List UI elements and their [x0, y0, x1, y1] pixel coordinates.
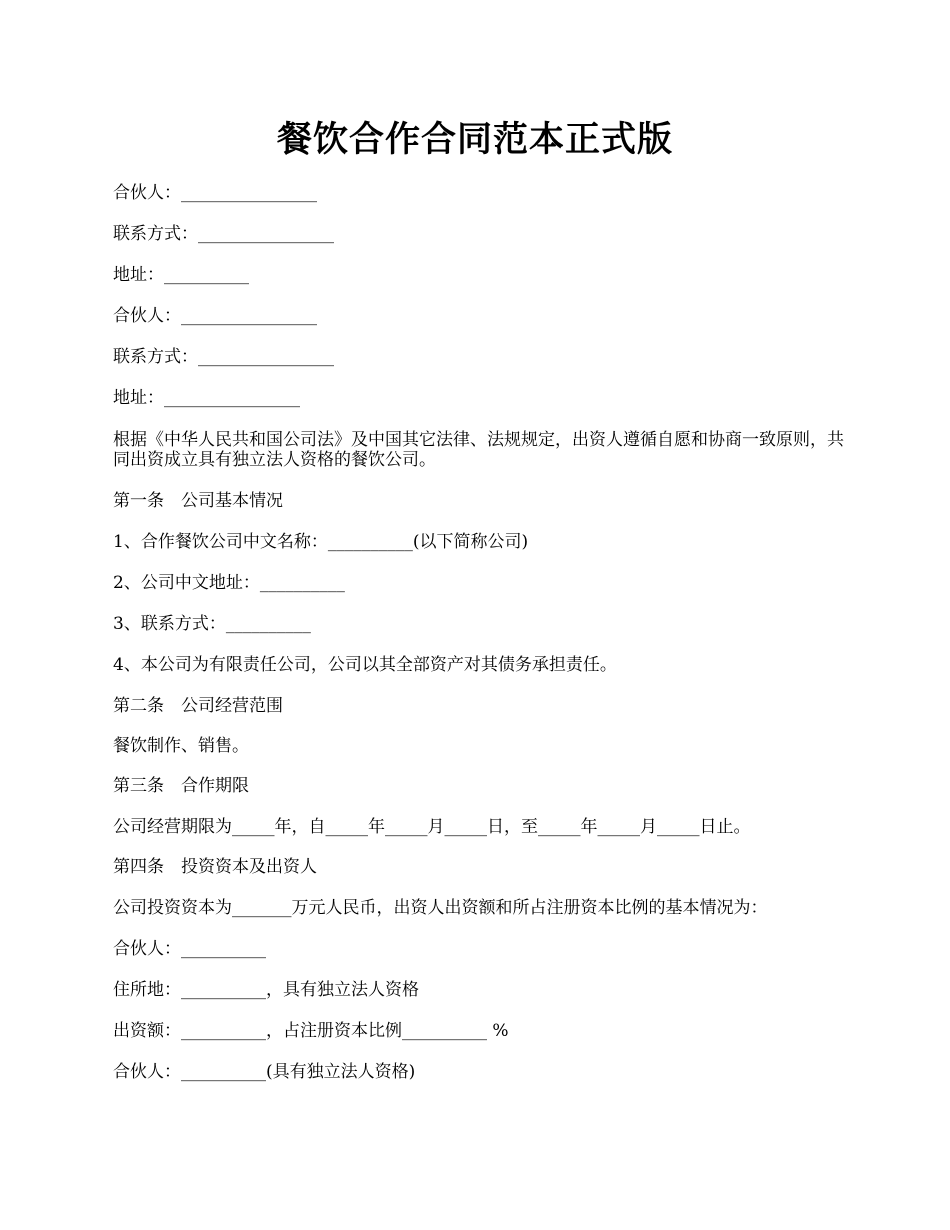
article-heading: 第一条 公司基本情况 — [113, 491, 283, 511]
clause-line: 1、合作餐饮公司中文名称：__________(以下简称公司) — [113, 532, 529, 552]
partner-line: 合伙人：________________ — [113, 306, 317, 326]
partner-line: 合伙人：__________(具有独立法人资格) — [113, 1062, 416, 1082]
clause-line: 3、联系方式：__________ — [113, 614, 311, 634]
address-line: 地址：__________ — [113, 265, 249, 285]
residence-line: 住所地：__________，具有独立法人资格 — [113, 980, 419, 1000]
address-line: 地址：________________ — [113, 388, 300, 408]
clause-line: 公司投资资本为_______万元人民币，出资人出资额和所占注册资本比例的基本情况为： — [113, 898, 768, 918]
article-heading: 第二条 公司经营范围 — [113, 696, 283, 716]
clause-line: 餐饮制作、销售。 — [113, 736, 249, 756]
partner-line: 合伙人：__________ — [113, 939, 266, 959]
contribution-line: 出资额：__________，占注册资本比例__________ % — [113, 1021, 509, 1041]
preamble-paragraph: 根据《中华人民共和国公司法》及中国其它法律、法规规定，出资人遵循自愿和协商一致原则，共同出资成立具有独立法人资格的餐饮公司。 — [113, 430, 844, 470]
partner-line: 合伙人：________________ — [113, 183, 317, 203]
contact-line: 联系方式：________________ — [113, 347, 334, 367]
contact-line: 联系方式：________________ — [113, 224, 334, 244]
article-heading: 第四条 投资资本及出资人 — [113, 857, 317, 877]
clause-line: 公司经营期限为_____年，自_____年_____月_____日，至_____年_____月_____日止。 — [113, 817, 751, 837]
article-heading: 第三条 合作期限 — [113, 776, 249, 796]
document-title: 餐饮合作合同范本正式版 — [276, 119, 673, 160]
clause-line: 4、本公司为有限责任公司，公司以其全部资产对其债务承担责任。 — [113, 655, 617, 675]
clause-line: 2、公司中文地址：__________ — [113, 573, 345, 593]
